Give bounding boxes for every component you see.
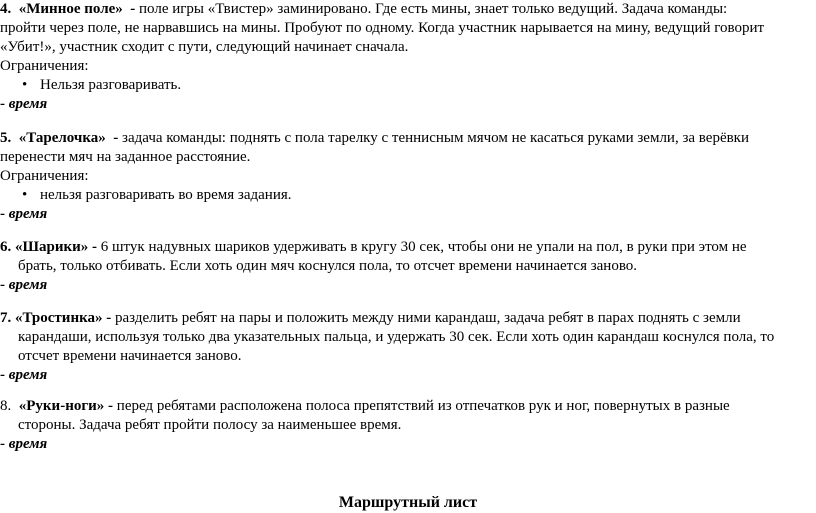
item-8-number: 8. [0,398,12,414]
item-5-text-line-2: перенести мяч на заданное расстояние. [0,149,251,165]
item-7-dash: - [106,310,112,326]
item-6-dash: - [92,239,97,255]
item-8-time: - время [0,436,48,452]
item-8-text-line-2: стороны. Задача ребят пройти полосу за наименьшее время. [18,417,402,433]
item-4-text-line-2: пройти через поле, не нарвавшись на мины. Пробуют по одному. Когда участник нарывается на мину, ведущий говорит [0,20,765,36]
item-6-text-line-1: 6 штук надувных шариков удерживать в кругу 30 сек, чтобы они не упали на пол, в руки при этом не [100,239,747,255]
item-4-name: «Минное поле» [18,1,123,17]
item-6-first-line [0,238,747,257]
item-4-restrictions-label: Ограничения: [0,58,89,74]
item-4-time-label: время [8,96,48,112]
item-6-time-label: время [8,277,48,293]
item-5-time-label: время [8,206,48,222]
item-8-dash: - [108,398,114,414]
item-5-number: 5. [0,130,12,146]
item-7-number: 7. [0,310,12,326]
item-7-text-line-1: разделить ребят на пары и положить между ними карандаш, задача ребят в парах поднять с земли [115,310,741,326]
item-8-time-label: время [8,436,48,452]
item-6-number: 6. [0,239,12,255]
item-5-time: - время [0,206,48,222]
item-4-text-line-1: поле игры «Твистер» заминировано. Где есть мины, знает только ведущий. Задача команды: [139,1,728,17]
item-8-text-line-1: перед ребятами расположена полоса препятствий из отпечатков рук и ног, повернутых в разные [116,398,730,414]
item-4-number: 4. [0,1,12,17]
item-5-restriction-bullet [22,186,292,205]
item-8-name: «Руки-ноги» [18,398,105,414]
item-7-time-label: время [8,367,48,383]
item-6-time: - время [0,277,48,293]
item-4-time: - время [0,96,48,112]
item-6-name: «Шарики» [15,239,89,255]
item-4-first-line [0,0,727,19]
item-5-restrictions-label: Ограничения: [0,168,89,184]
section-title: Маршрутный лист [338,494,478,511]
item-5-restriction-text: нельзя разговаривать во время задания. [40,187,292,203]
item-5-dash: - [113,130,119,146]
item-7-text-line-2: карандаши, используя только два указательных пальца, и удержать 30 сек. Если хоть один карандаш коснулся пола, то [18,329,775,345]
item-4-restriction-bullet [22,76,181,95]
item-5-name: «Тарелочка» [18,130,106,146]
item-8-first-line [0,397,730,416]
item-4-dash: - [130,1,136,17]
item-7-time: - время [0,367,48,383]
item-7-name: «Тростинка» [15,310,103,326]
item-7-text-line-3: отсчет времени начинается заново. [18,348,242,364]
item-5-first-line [0,129,749,148]
item-6-text-line-2: брать, только отбивать. Если хоть один мяч коснулся пола, то отсчет времени начинается заново. [18,258,638,274]
item-4-restriction-text: Нельзя разговаривать. [40,77,182,93]
item-7-first-line [0,309,741,328]
bullet-icon: • [22,77,28,93]
bullet-icon: • [22,187,28,203]
item-4-text-line-3: «Убит!», участник сходит с пути, следующий начинает сначала. [0,39,409,55]
item-5-text-line-1: задача команды: поднять с пола тарелку с теннисным мячом не касаться руками земли, за верёвки [122,130,749,146]
